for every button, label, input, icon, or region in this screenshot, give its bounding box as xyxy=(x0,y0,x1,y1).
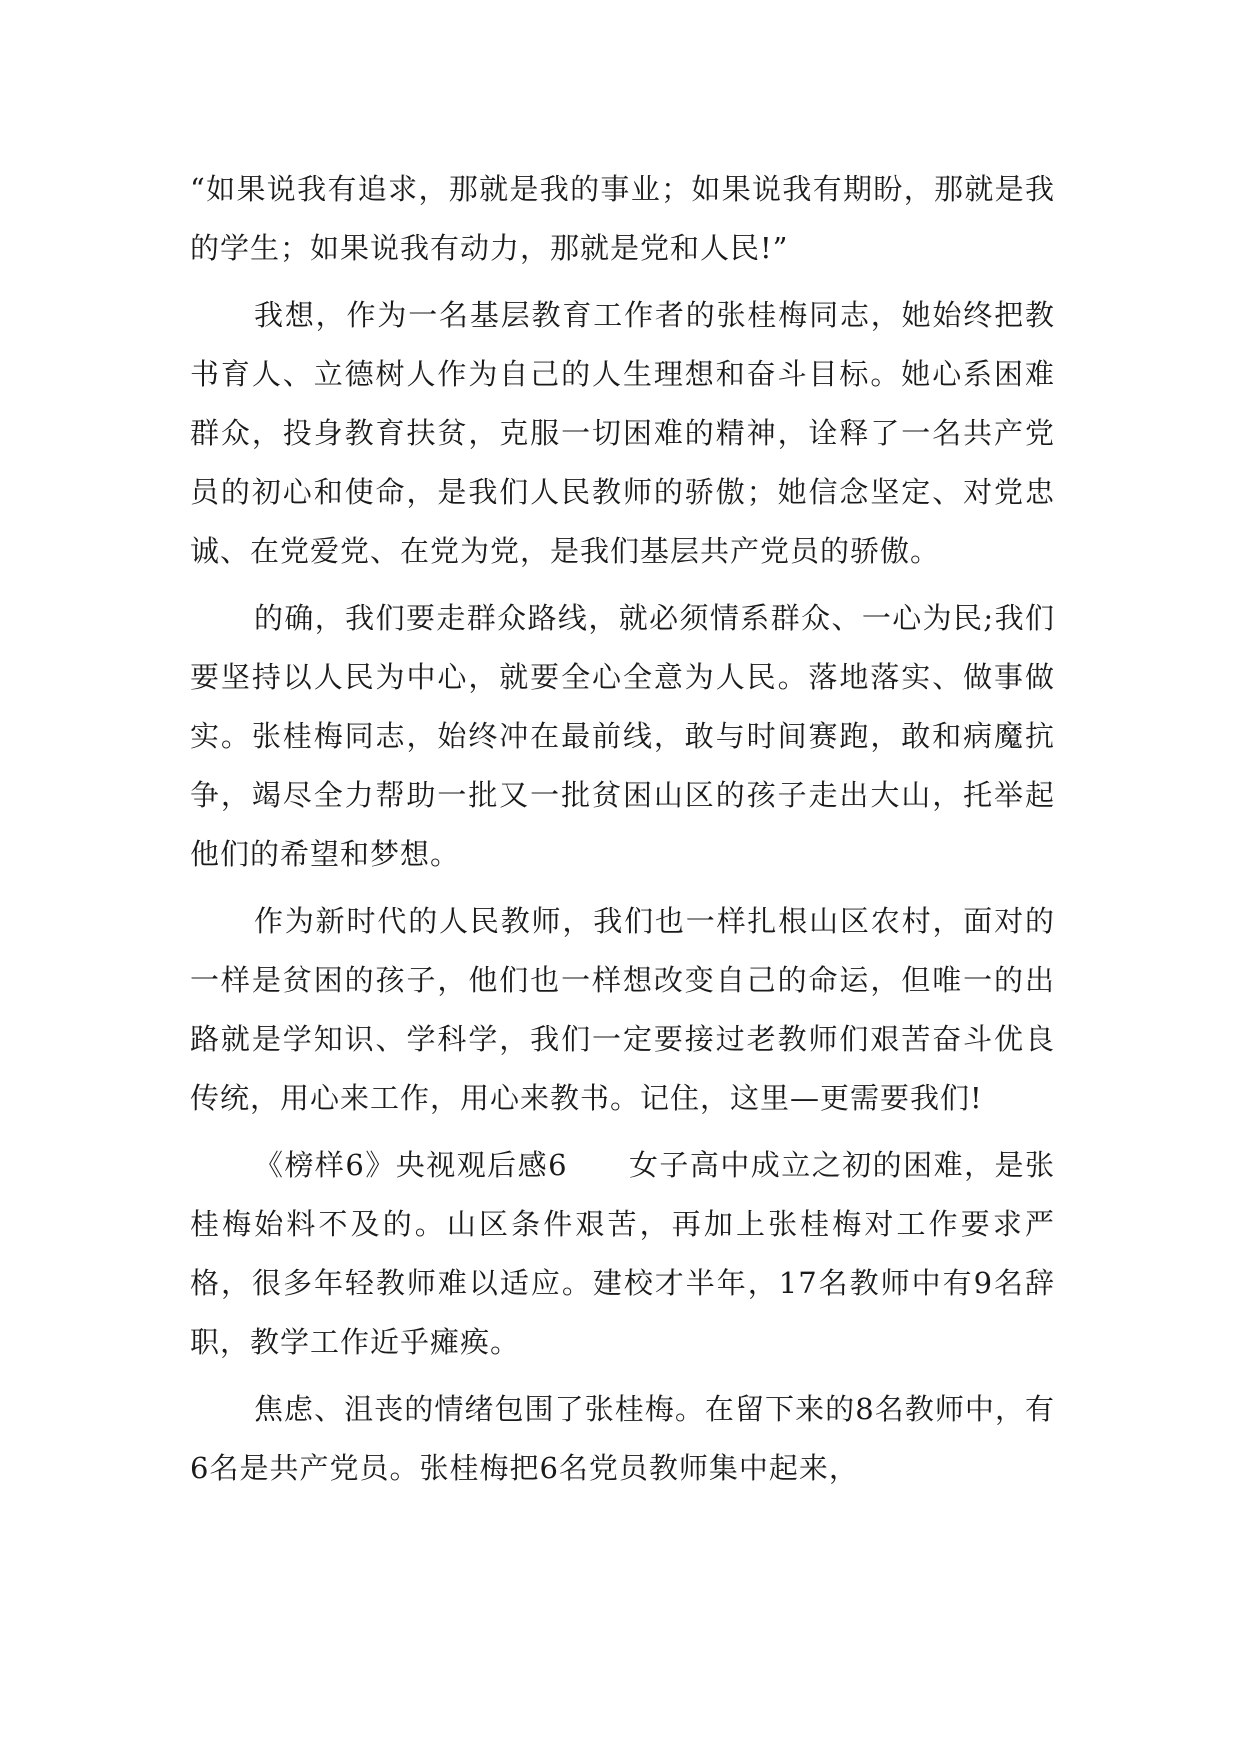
document-body xyxy=(190,160,1055,1498)
paragraph-school-founding: 《榜样6》央视观后感6 女子高中成立之初的困难，是张桂梅始料不及的。山区条件艰苦，再加上张桂梅对工作要求严格，很多年轻教师难以适应。建校才半年，17名教师中有9名辞职，教学工作近乎瘫痪。 xyxy=(190,1148,1055,1359)
paragraph-quote: “如果说我有追求，那就是我的事业；如果说我有期盼，那就是我的学生；如果说我有动力，那就是党和人民!” xyxy=(190,172,1055,265)
paragraph-mass-line: 的确，我们要走群众路线，就必须情系群众、一心为民;我们要坚持以人民为中心，就要全心全意为人民。落地落实、做事做实。张桂梅同志，始终冲在最前线，敢与时间赛跑，敢和病魔抗争，竭尽全力帮助一批又一批贫困山区的孩子走出大山，托举起他们的希望和梦想。 xyxy=(190,601,1055,871)
paragraph-reflection: 我想，作为一名基层教育工作者的张桂梅同志，她始终把教书育人、立德树人作为自己的人生理想和奋斗目标。她心系困难群众，投身教育扶贫，克服一切困难的精神，诠释了一名共产党员的初心和使命，是我们人民教师的骄傲；她信念坚定、对党忠诚、在党爱党、在党为党，是我们基层共产党员的骄傲。 xyxy=(190,298,1055,568)
paragraph-new-era-teacher: 作为新时代的人民教师，我们也一样扎根山区农村，面对的一样是贫困的孩子，他们也一样想改变自己的命运，但唯一的出路就是学知识、学科学，我们一定要接过老教师们艰苦奋斗优良传统，用心来工作，用心来教书。记住，这里—更需要我们! xyxy=(190,904,1055,1115)
paragraph-party-teachers: 焦虑、沮丧的情绪包围了张桂梅。在留下来的8名教师中，有6名是共产党员。张桂梅把6名党员教师集中起来， xyxy=(190,1392,1055,1485)
